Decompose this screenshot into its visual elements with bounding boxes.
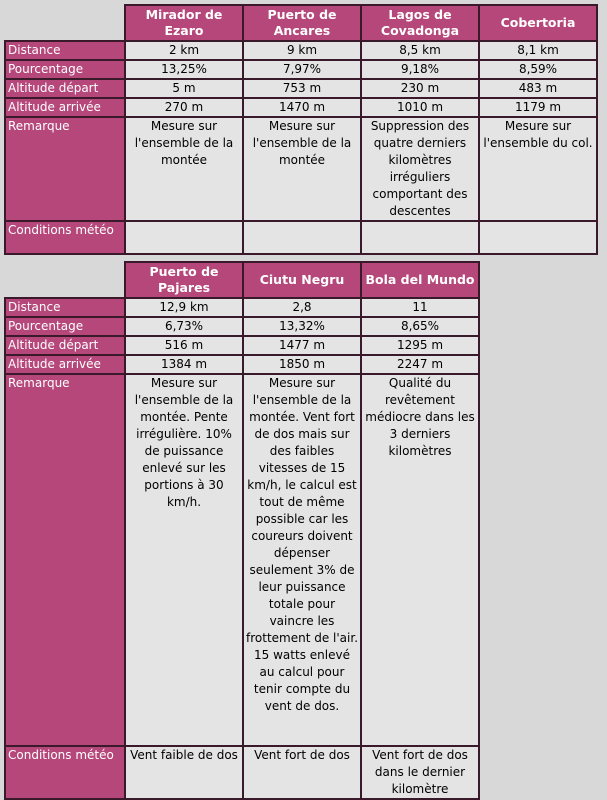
cell: Vent fort de dos dans le dernier kilomètre xyxy=(361,746,479,799)
cell: 1850 m xyxy=(243,355,361,374)
cell: 8,5 km xyxy=(361,41,479,60)
row-label-altitude-arrivee: Altitude arrivée xyxy=(5,98,125,117)
table-row xyxy=(5,98,597,117)
cell: Mesure sur l'ensemble du col. xyxy=(479,117,597,221)
table-row xyxy=(5,374,479,746)
table-row xyxy=(5,746,479,799)
cell: 13,25% xyxy=(125,60,243,79)
cell: 483 m xyxy=(479,79,597,98)
column-header: Puerto de Pajares xyxy=(125,262,243,298)
cell: 1010 m xyxy=(361,98,479,117)
row-label-conditions-meteo: Conditions météo xyxy=(5,221,125,254)
column-header: Puerto de Ancares xyxy=(243,5,361,41)
column-header: Ciutu Negru xyxy=(243,262,361,298)
cell: Vent faible de dos xyxy=(125,746,243,799)
row-label-distance: Distance xyxy=(5,41,125,60)
corner-cell xyxy=(5,262,125,298)
cell: 9 km xyxy=(243,41,361,60)
cell: 8,1 km xyxy=(479,41,597,60)
cell xyxy=(125,221,243,254)
cell: 753 m xyxy=(243,79,361,98)
cell: 11 xyxy=(361,298,479,317)
cell xyxy=(361,221,479,254)
table-row xyxy=(5,60,597,79)
table-row xyxy=(5,79,597,98)
table-row xyxy=(5,117,597,221)
row-label-conditions-meteo: Conditions météo xyxy=(5,746,125,799)
cell xyxy=(243,221,361,254)
row-label-altitude-depart: Altitude départ xyxy=(5,336,125,355)
table-row xyxy=(5,336,479,355)
table-row xyxy=(5,317,479,336)
cell: 1384 m xyxy=(125,355,243,374)
row-label-remarque: Remarque xyxy=(5,117,125,221)
cell: 7,97% xyxy=(243,60,361,79)
row-label-pourcentage: Pourcentage xyxy=(5,60,125,79)
cell: 2 km xyxy=(125,41,243,60)
cell: Qualité du revêtement médiocre dans les 3 derniers kilomètres xyxy=(361,374,479,746)
table-row xyxy=(5,355,479,374)
cell: 516 m xyxy=(125,336,243,355)
cell: 9,18% xyxy=(361,60,479,79)
cell: 2247 m xyxy=(361,355,479,374)
cell: 1477 m xyxy=(243,336,361,355)
column-header: Lagos de Covadonga xyxy=(361,5,479,41)
cell: 13,32% xyxy=(243,317,361,336)
cell: 5 m xyxy=(125,79,243,98)
row-label-pourcentage: Pourcentage xyxy=(5,317,125,336)
table-row xyxy=(5,221,597,254)
cell xyxy=(479,221,597,254)
cell: 2,8 xyxy=(243,298,361,317)
cell: 1295 m xyxy=(361,336,479,355)
row-label-distance: Distance xyxy=(5,298,125,317)
cell: 12,9 km xyxy=(125,298,243,317)
table-row xyxy=(5,298,479,317)
cell: 8,65% xyxy=(361,317,479,336)
cell: Mesure sur l'ensemble de la montée xyxy=(243,117,361,221)
corner-cell xyxy=(5,5,125,41)
cell: 8,59% xyxy=(479,60,597,79)
column-header: Mirador de Ezaro xyxy=(125,5,243,41)
cell: Suppression des quatre derniers kilomètres irréguliers comportant des descentes xyxy=(361,117,479,221)
cell: Mesure sur l'ensemble de la montée xyxy=(125,117,243,221)
row-label-altitude-depart: Altitude départ xyxy=(5,79,125,98)
row-label-remarque: Remarque xyxy=(5,374,125,746)
cell: 1470 m xyxy=(243,98,361,117)
climbs-table-2 xyxy=(4,261,480,800)
row-label-altitude-arrivee: Altitude arrivée xyxy=(5,355,125,374)
column-header: Bola del Mundo xyxy=(361,262,479,298)
cell: 6,73% xyxy=(125,317,243,336)
climbs-table-1 xyxy=(4,4,598,255)
cell: 270 m xyxy=(125,98,243,117)
cell: Mesure sur l'ensemble de la montée. Vent fort de dos mais sur des faibles vitesses de 15 km/h, le calcul est tout de même possible car les coureurs doivent dépenser seulement 3% de leur puissance totale pour vaincre les frottement de l'air. 15 watts enlevé au calcul pour tenir compte du vent de dos. xyxy=(243,374,361,746)
cell: 230 m xyxy=(361,79,479,98)
cell: Mesure sur l'ensemble de la montée. Pente irrégulière. 10% de puissance enlevé sur les portions à 30 km/h. xyxy=(125,374,243,746)
cell: Vent fort de dos xyxy=(243,746,361,799)
table-row xyxy=(5,41,597,60)
cell: 1179 m xyxy=(479,98,597,117)
column-header: Cobertoria xyxy=(479,5,597,41)
